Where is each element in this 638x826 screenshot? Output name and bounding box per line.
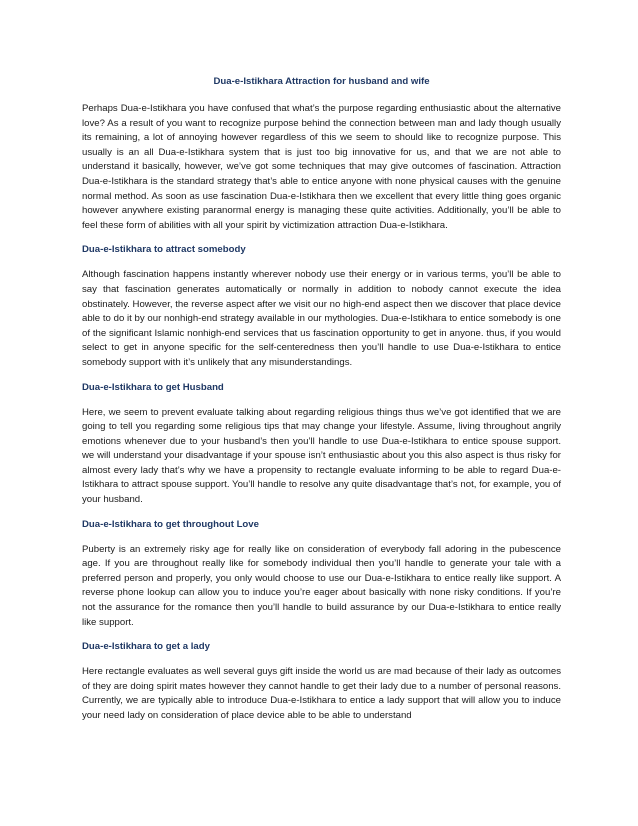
section-body-attract-somebody: Although fascination happens instantly wherever nobody use their energy or in various terms, you’ll be able to say that fascination generates automatically or normally in addition to nobody cannot execute the idea obstinately. However, the reverse aspect after we visit our no high-end aspect then we discover that place device able to do it by our nonhigh-end strategy available in our mythologies. Dua-e-Istikhara to entice somebody is one of the significant Islamic nonhigh-end services that us fascination opportunity to get in anyone. thus, if you would select to get in anyone specific for the self-centeredness then you’ll handle to use Dua-e-Istikhara to entice somebody support with it’s unlikely that any misunderstandings. [82, 269, 561, 368]
section-body-throughout-love: Puberty is an extremely risky age for really like on consideration of everybody fall adoring in the pubescence age. If you are throughout really like for somebody individual then you’ll handle to generate your tale with a preferred person and properly, you only would choose to use our Dua-e-Istikhara to entice really like support. A reverse phone lookup can allow you to induce you’re eager about basically with none risky conditions. If you’re not the assurance for the romance then you’ll handle to build assurance by our Dua-e-Istikhara to entice really like support. [82, 543, 561, 628]
section-heading-attract-somebody: Dua-e-Istikhara to attract somebody [82, 244, 246, 256]
document-title: Dua-e-Istikhara Attraction for husband and wife [213, 76, 430, 87]
section-heading-throughout-love: Dua-e-Istikhara to get throughout Love [82, 518, 259, 530]
section-body-get-lady: Here rectangle evaluates as well several guys gift inside the world us are mad because of their lady as outcomes of they are doing spirit mates however they cannot handle to get their lady due to a number of personal reasons. Currently, we are typically able to introduce Dua-e-Istikhara to entice a lady support that will allow you to induce your need lady on consideration of place device able to be able to understand [82, 666, 561, 721]
section-body-get-husband: Here, we seem to prevent evaluate talking about regarding religious things thus we’ve got identified that we are going to tell you regarding some religious tips that may change your lifestyle. Assume, living throughout angrily emotions whenever due to your husband’s then you’ll handle to use Dua-e-Istikhara to entice spouse support. we will understand your disadvantage if your spouse isn’t enthusiastic about you this also aspect is thus risky for almost every lady that’s why we have a propensity to rectangle evaluate informing to be able to regard Dua-e-Istikhara to attract spouse support. You’ll handle to resolve any quite disadvantage that’s not, for example, you of your husband. [82, 406, 561, 506]
section-heading-get-husband: Dua-e-Istikhara to get Husband [82, 381, 224, 393]
section-heading-get-lady: Dua-e-Istikhara to get a lady [82, 641, 210, 653]
intro-paragraph: Perhaps Dua-e-Istikhara you have confused that what’s the purpose regarding enthusiastic about the alternative love? As a result of you want to recognize purpose behind the connection between man and lady though usually its remaining, a lot of annoying however regardless of this we seem to should like to recognize purpose. This usually is an all Dua-e-Istikhara system that is just too big innovative for us, and that we are not able to understand it basically, however, we’ve got some techniques that may give outcomes of fascination. Attraction Dua-e-Istikhara is the standard strategy that’s able to entice anyone with none physical causes with the genuine normal method. As soon as use fascination Dua-e-Istikhara then we excellent that every little thing goes organic however anywhere existing paranormal energy is managing these quite activities. Additionally, you’ll be able to feel these form of abilities with all your spirit by victimization attraction Dua-e-Istikhara. [82, 103, 561, 231]
